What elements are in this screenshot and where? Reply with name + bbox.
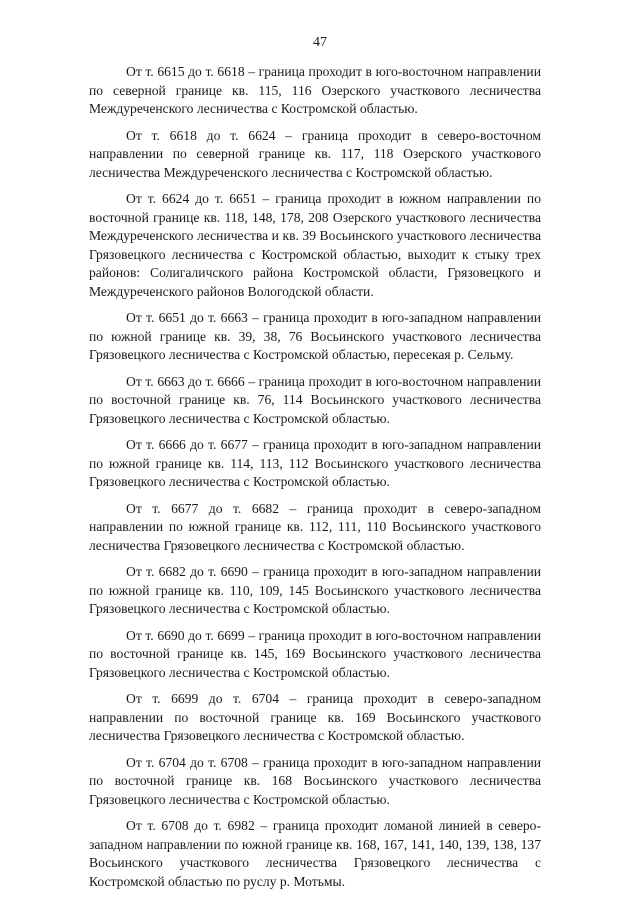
paragraph: От т. 6651 до т. 6663 – граница проходит в юго-западном направлении по южной границе кв. 39, 38, 76 Восьинского участкового лесничества Грязовецкого лесничества с Костромской областью, пересекая р. Сельму.: [89, 310, 541, 362]
page-number: 47: [313, 35, 327, 50]
paragraph: От т. 6618 до т. 6624 – граница проходит в северо-восточном направлении по северной границе кв. 117, 118 Озерского участкового лесничества Междуреченского лесничества с Костромской областью.: [89, 127, 541, 180]
paragraph: От т. 6615 до т. 6618 – граница проходит в юго-восточном направлении по северной границе кв. 115, 116 Озерского участкового лесничества Междуреченского лесничества с Костромской областью.: [89, 64, 541, 116]
paragraph: От т. 6677 до т. 6682 – граница проходит в северо-западном направлении по южной границе кв. 112, 111, 110 Восьинского участкового лесничества Грязовецкого лесничества с Костромской областью.: [89, 500, 541, 553]
paragraph: От т. 6708 до т. 6982 – граница проходит ломаной линией в северо-западном направлении по южной границе кв. 168, 167, 141, 140, 139, 138, 137 Восьинского участкового лесничества Грязовецкого лесничества с Костромской областью по руслу р. Мотьмы.: [89, 818, 541, 889]
paragraph: От т. 6666 до т. 6677 – граница проходит в юго-западном направлении по южной границе кв. 114, 113, 112 Восьинского участкового лесничества Грязовецкого лесничества с Костромской областью.: [89, 437, 541, 489]
paragraph: От т. 6704 до т. 6708 – граница проходит в юго-западном направлении по восточной границе кв. 168 Восьинского участкового лесничества Грязовецкого лесничества с Костромской областью.: [89, 754, 541, 807]
paragraph: От т. 6682 до т. 6690 – граница проходит в юго-западном направлении по южной границе кв. 110, 109, 145 Восьинского участкового лесничества Грязовецкого лесничества с Костромской областью.: [89, 564, 541, 616]
paragraph: От т. 6699 до т. 6704 – граница проходит в северо-западном направлении по восточной границе кв. 169 Восьинского участкового лесничества Грязовецкого лесничества с Костромской областью.: [89, 691, 541, 743]
paragraph: От т. 6663 до т. 6666 – граница проходит в юго-восточном направлении по восточной границе кв. 76, 114 Восьинского участкового лесничества Грязовецкого лесничества с Костромской областью.: [89, 373, 541, 426]
document-body: [89, 63, 541, 899]
paragraph: От т. 6690 до т. 6699 – граница проходит в юго-восточном направлении по восточной границе кв. 145, 169 Восьинского участкового лесничества Грязовецкого лесничества с Костромской областью.: [89, 627, 541, 680]
paragraph: От т. 6624 до т. 6651 – граница проходит в южном направлении по восточной границе кв. 118, 148, 178, 208 Озерского участкового лесничества Междуреченского лесничества и кв. 39 Восьинского участкового лесничества Грязовецкого лесничества с Костромской областью, выходит к стыку трех районов: Солигаличского района Костромской области, Грязовецкого и Междуреченского районов Вологодской области.: [89, 191, 541, 299]
